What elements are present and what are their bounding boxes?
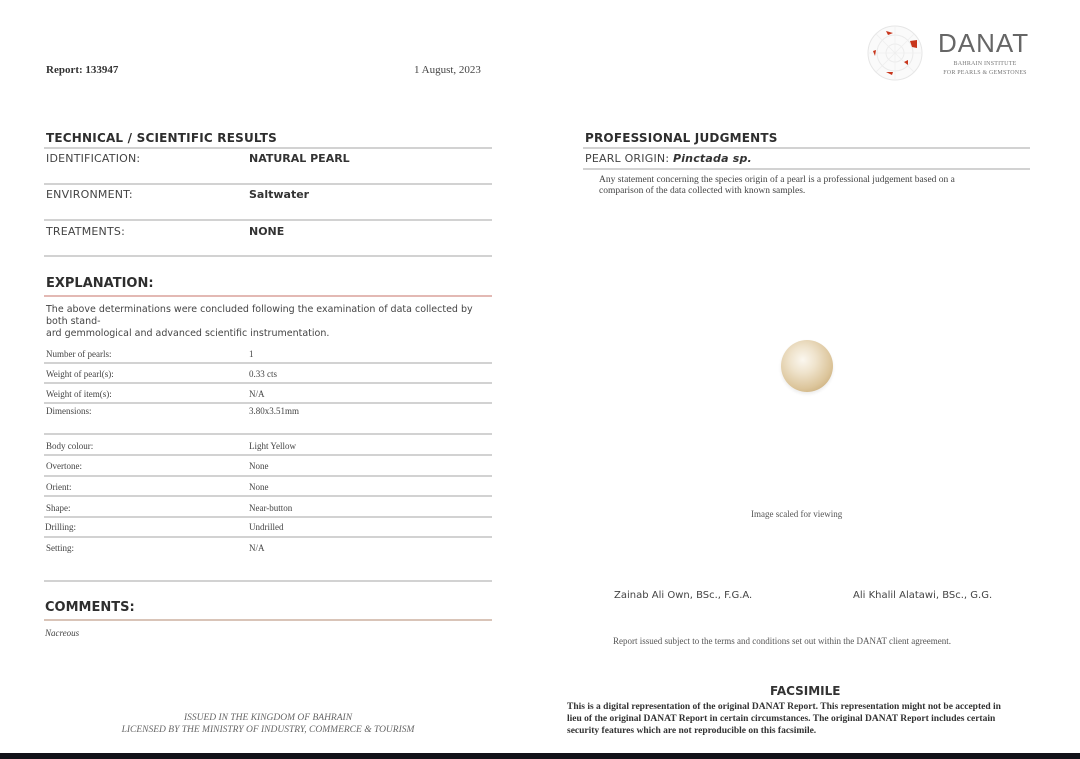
comments-text: Nacreous: [45, 628, 80, 638]
report-date: 1 August, 2023: [414, 64, 481, 76]
characteristic-value: Light Yellow: [249, 441, 297, 451]
divider: [44, 183, 492, 185]
report-number: Report: 133947: [46, 64, 119, 76]
characteristic-value: Undrilled: [249, 522, 284, 532]
characteristic-label: Drilling:: [45, 522, 76, 532]
divider: [44, 382, 492, 384]
measurement-value: 1: [249, 349, 254, 359]
divider: [44, 495, 492, 497]
environment-value: Saltwater: [249, 188, 310, 201]
issuing-authority: ISSUED IN THE KINGDOM OF BAHRAIN LICENSED BY THE MINISTRY OF INDUSTRY, COMMERCE & TOURISM: [121, 713, 415, 735]
divider: [44, 475, 492, 477]
danat-logo: [866, 24, 926, 84]
measurement-label: Number of pearls:: [46, 349, 112, 359]
characteristic-label: Setting:: [46, 543, 75, 553]
divider: [44, 295, 492, 297]
characteristic-value: None: [249, 482, 269, 492]
measurement-label: Dimensions:: [46, 406, 92, 416]
comments-title: COMMENTS:: [45, 600, 135, 615]
characteristic-label: Orient:: [46, 482, 72, 492]
explanation-text: The above determinations were concluded following the examination of data collected by both stand- ard gemmological and advanced scientific instrumentation.: [46, 304, 473, 339]
pearl-origin: [585, 152, 752, 165]
pearl-image: [781, 340, 833, 392]
measurement-label: Weight of pearl(s):: [46, 369, 114, 379]
divider: [44, 536, 492, 538]
bottom-bar: [0, 753, 1080, 759]
technical-results-title: TECHNICAL / SCIENTIFIC RESULTS: [46, 131, 277, 145]
divider: [44, 580, 492, 582]
characteristic-label: Shape:: [46, 503, 71, 513]
divider: [44, 619, 492, 621]
logo-title: DANAT: [938, 28, 1030, 58]
image-caption: Image scaled for viewing: [751, 509, 843, 519]
divider: [44, 362, 492, 364]
divider: [583, 147, 1030, 149]
characteristic-value: N/A: [249, 543, 265, 553]
signatory-1: Zainab Ali Own, BSc., F.G.A.: [614, 590, 753, 601]
signatory-2: Ali Khalil Alatawi, BSc., G.G.: [853, 590, 993, 601]
treatments-label: TREATMENTS:: [46, 225, 125, 238]
characteristic-value: Near-button: [249, 503, 293, 513]
characteristic-value: None: [249, 461, 269, 471]
divider: [44, 402, 492, 404]
logo-subtitle: BAHRAIN INSTITUTE FOR PEARLS & GEMSTONES: [943, 61, 1027, 76]
danat-emblem-icon: [866, 24, 924, 82]
divider: [44, 255, 492, 257]
identification-label: IDENTIFICATION:: [46, 152, 141, 165]
origin-note: Any statement concerning the species origin of a pearl is a professional judgement based on a comparison of the data collected with known samples.: [599, 175, 955, 196]
measurement-value: 0.33 cts: [249, 369, 277, 379]
characteristic-label: Body colour:: [46, 441, 94, 451]
divider: [583, 168, 1030, 170]
environment-label: ENVIRONMENT:: [46, 188, 133, 201]
divider: [44, 433, 492, 435]
identification-value: NATURAL PEARL: [249, 152, 350, 165]
divider: [44, 219, 492, 221]
characteristic-label: Overtone:: [46, 461, 82, 471]
divider: [44, 147, 492, 149]
explanation-title: EXPLANATION:: [46, 276, 154, 291]
facsimile-text: This is a digital representation of the original DANAT Report. This representation might not be accepted in lieu of the original DANAT Report in certain circumstances. The original DANAT Report includes certain security features which are not reproducible on this facsimile.: [567, 702, 1001, 736]
divider: [44, 454, 492, 456]
treatments-value: NONE: [249, 225, 285, 238]
terms-note: Report issued subject to the terms and conditions set out within the DANAT client agreement.: [613, 636, 952, 646]
pearl-origin-label: PEARL ORIGIN:: [585, 152, 670, 165]
measurement-label: Weight of item(s):: [46, 389, 112, 399]
professional-judgments-title: PROFESSIONAL JUDGMENTS: [585, 131, 778, 145]
facsimile-title: FACSIMILE: [770, 684, 841, 698]
pearl-origin-value: Pinctada sp.: [672, 152, 752, 165]
divider: [44, 516, 492, 518]
measurement-value: 3.80x3.51mm: [249, 406, 300, 416]
measurement-value: N/A: [249, 389, 265, 399]
